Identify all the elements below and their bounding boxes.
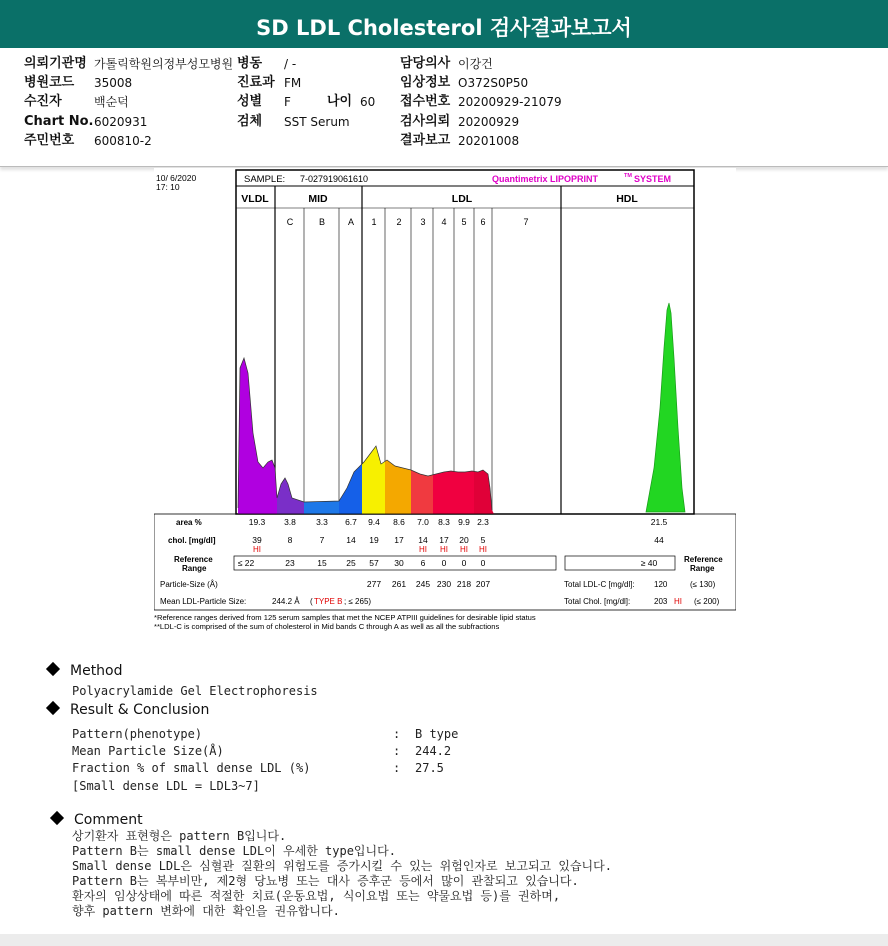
hospital-code-value: 35008 (94, 76, 133, 90)
footnote-2: **LDL-C is comprised of the sum of cholesterol in Mid bands C through A as well as all the subfractions (154, 622, 500, 631)
bottom-bar (0, 934, 888, 946)
particle-size-cell: 277 (366, 579, 382, 589)
institution-label: 의뢰기관명 (24, 56, 87, 71)
chol-cell: 20 (459, 535, 469, 545)
row-label-particle: Particle-Size (Å) (160, 580, 218, 589)
band-b: B (318, 217, 326, 227)
mean-type-close: ; ≤ 265) (344, 597, 372, 606)
ref-range-cell: 23 (285, 558, 295, 568)
specimen-label: 검체 (237, 114, 263, 129)
chol-cell: 19 (369, 535, 379, 545)
result-row-label-1: Mean Particle Size(Å) (72, 744, 224, 758)
sex-value: F (284, 95, 291, 109)
result-row-label-0: Pattern(phenotype) (72, 727, 203, 741)
sex-label: 성별 (237, 94, 263, 109)
mean-type-open: ( (310, 597, 313, 606)
row-label-area: area % (176, 518, 202, 527)
ref-range-cell: 25 (346, 558, 356, 568)
sample-id: 7-027919061610 (300, 174, 369, 184)
receipt-label: 접수번호 (400, 94, 451, 109)
institution-value: 가톨릭학원의정부성모병원 (94, 57, 234, 71)
chol-cell: 39 (252, 535, 262, 545)
chol-flag: HI (253, 545, 261, 554)
row-label-mean: Mean LDL-Particle Size: (160, 597, 247, 606)
total-ldl-value: 120 (654, 580, 668, 589)
diamond-bullet-icon (50, 811, 64, 825)
result-row-label-2: Fraction % of small dense LDL (%) (72, 761, 311, 775)
examinee-value: 백순덕 (94, 95, 129, 109)
ref-range-cell: 15 (317, 558, 327, 568)
group-hdl: HDL (616, 193, 638, 205)
ward-value: / - (284, 57, 297, 71)
ref-range-cell: 30 (394, 558, 404, 568)
ref-range-cell: 6 (420, 558, 426, 568)
chol-flag: HI (419, 545, 427, 554)
patient-info-header (0, 48, 888, 167)
doctor-value: 이강건 (458, 57, 493, 71)
particle-size-cell: 207 (475, 579, 491, 589)
area-cell: 3.3 (316, 517, 328, 527)
total-chol-ref: (≤ 200) (694, 597, 720, 606)
comment-line: Pattern B는 복부비만, 제2형 당뇨병 또는 대사 증후군 등에서 많이 관찰되고 있습니다. (72, 874, 579, 888)
row-label-ref2: Range (182, 564, 207, 573)
total-chol-flag: HI (674, 597, 682, 606)
band-6: 6 (480, 217, 486, 227)
result-row-value-0: B type (415, 727, 459, 741)
chol-cell: 17 (394, 535, 404, 545)
ref-range-cell: ≤ 22 (237, 558, 255, 568)
ref-right-1: Reference (684, 555, 723, 564)
chol-flag: HI (479, 545, 487, 554)
total-chol-value: 203 (654, 597, 668, 606)
result-note: [Small dense LDL = LDL3~7] (72, 779, 260, 793)
chol-cell: 7 (319, 535, 325, 545)
band-1: 1 (371, 217, 377, 227)
comment-line: Small dense LDL은 심혈관 질환의 위험도를 증가시킬 수 있는 위험인자로 보고되고 있습니다. (72, 859, 612, 873)
request-value: 20200929 (458, 115, 520, 129)
rrn-label: 주민번호 (24, 133, 75, 148)
chol-flag: HI (440, 545, 448, 554)
total-ldl-label: Total LDL-C [mg/dl]: (564, 580, 635, 589)
particle-size-cell: 261 (391, 579, 407, 589)
particle-size-cell: 230 (436, 579, 452, 589)
area-cell: 21.5 (650, 517, 668, 527)
footnote-1: *Reference ranges derived from 125 serum samples that met the NCEP ATPIII guidelines for desirable lipid status (154, 613, 536, 622)
comment-heading: Comment (52, 812, 143, 828)
comment-line: 상기환자 표현형은 pattern B입니다. (72, 829, 287, 843)
system-name: Quantimetrix LIPOPRINT (492, 174, 599, 184)
ref-range-cell: 0 (461, 558, 467, 568)
band-a: A (347, 217, 355, 227)
chol-cell: 8 (287, 535, 293, 545)
diamond-bullet-icon (46, 662, 60, 676)
ref-range-cell: 0 (441, 558, 447, 568)
particle-size-cell: 218 (456, 579, 472, 589)
system-suffix: SYSTEM (634, 174, 672, 184)
method-text: Polyacrylamide Gel Electrophoresis (72, 684, 318, 698)
chol-cell: 17 (439, 535, 449, 545)
comment-line: 향후 pattern 변화에 대한 확인을 권유합니다. (72, 904, 340, 918)
comment-line: 환자의 임상상태에 따른 적절한 치료(운동요법, 식이요법 또는 약물요법 등)를 권하며, (72, 889, 561, 903)
age-label: 나이 (327, 94, 353, 109)
area-cell: 9.4 (368, 517, 380, 527)
result-row-value-1: 244.2 (415, 744, 452, 758)
diamond-bullet-icon (46, 701, 60, 715)
area-cell: 3.8 (284, 517, 296, 527)
area-cell: 9.9 (458, 517, 470, 527)
run-date: 10/ 6/2020 (156, 173, 197, 183)
group-ldl: LDL (451, 193, 473, 205)
chol-flag: HI (460, 545, 468, 554)
lipoprint-report (154, 168, 736, 638)
mean-type: TYPE B (314, 597, 343, 606)
report-title: SD LDL Cholesterol 검사결과보고서 (0, 0, 888, 48)
result-row-value-2: 27.5 (415, 761, 444, 775)
band-5: 5 (461, 217, 467, 227)
band-4: 4 (441, 217, 447, 227)
chol-cell: 14 (346, 535, 356, 545)
request-label: 검사의뢰 (400, 114, 451, 129)
chart-value: 6020931 (94, 115, 148, 129)
chol-cell: 14 (418, 535, 428, 545)
hospital-code-label: 병원코드 (24, 75, 75, 90)
doctor-label: 담당의사 (400, 56, 451, 71)
dept-label: 진료과 (237, 75, 275, 90)
area-cell: 7.0 (417, 517, 429, 527)
ref-range-cell: 57 (369, 558, 379, 568)
run-time: 17: 10 (156, 182, 180, 192)
ref-right-2: Range (690, 564, 715, 573)
result-heading: Result & Conclusion (48, 702, 209, 718)
clinical-label: 임상정보 (400, 75, 451, 90)
particle-size-cell: 245 (415, 579, 431, 589)
age-value: 60 (360, 95, 376, 109)
band-c: C (286, 217, 294, 227)
report-date-value: 20201008 (458, 134, 520, 148)
result-row-sep-1: : (393, 744, 401, 758)
area-cell: 8.6 (393, 517, 405, 527)
chol-cell: 44 (654, 535, 664, 545)
total-chol-label: Total Chol. [mg/dl]: (564, 597, 631, 606)
area-cell: 6.7 (345, 517, 357, 527)
chart-label: Chart No. (24, 114, 94, 129)
rrn-value: 600810-2 (94, 134, 152, 148)
area-cell: 8.3 (438, 517, 450, 527)
ref-range-cell: 0 (480, 558, 486, 568)
dept-value: FM (284, 76, 302, 90)
examinee-label: 수진자 (24, 94, 62, 109)
ref-range-cell: ≥ 40 (640, 558, 658, 568)
band-7: 7 (523, 217, 529, 227)
band-3: 3 (420, 217, 426, 227)
band-2: 2 (396, 217, 402, 227)
row-label-ref1: Reference (174, 555, 213, 564)
area-cell: 2.3 (477, 517, 489, 527)
group-mid: MID (308, 193, 328, 205)
report-date-label: 결과보고 (400, 133, 451, 148)
clinical-value: O372S0P50 (458, 76, 529, 90)
receipt-value: 20200929-21079 (458, 95, 562, 109)
area-cell: 19.3 (248, 517, 266, 527)
comment-line: Pattern B는 small dense LDL이 우세한 type입니다. (72, 844, 396, 858)
total-ldl-ref: (≤ 130) (690, 580, 716, 589)
result-row-sep-0: : (393, 727, 401, 741)
mean-particle-value: 244.2 Å (272, 597, 300, 606)
specimen-value: SST Serum (284, 115, 350, 129)
chol-cell: 5 (480, 535, 486, 545)
ward-label: 병동 (237, 56, 263, 71)
sample-label: SAMPLE: (244, 174, 286, 185)
method-heading: Method (48, 663, 123, 679)
system-tm: TM (624, 173, 632, 179)
group-vldl: VLDL (241, 193, 269, 205)
row-label-chol: chol. [mg/dl] (168, 536, 216, 545)
result-row-sep-2: : (393, 761, 401, 775)
